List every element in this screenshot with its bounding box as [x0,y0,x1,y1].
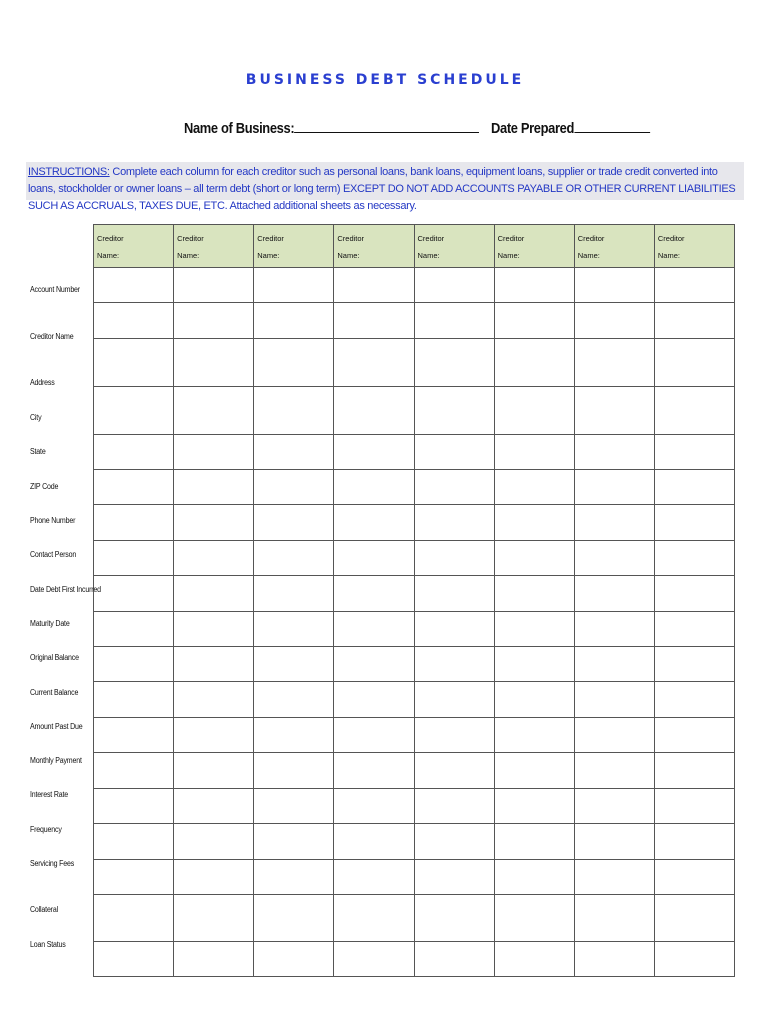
entry-cell[interactable] [94,789,174,824]
entry-cell[interactable] [254,942,334,977]
entry-cell[interactable] [574,753,654,789]
entry-cell[interactable] [174,576,254,612]
entry-cell[interactable] [334,505,414,541]
entry-cell[interactable] [94,753,174,789]
entry-cell[interactable] [494,303,574,339]
entry-cell[interactable] [334,718,414,753]
row-label: Current Balance [30,688,79,697]
creditor-header-cell[interactable] [654,225,734,268]
entry-cell[interactable] [174,789,254,824]
creditor-header-label: Creditor [417,234,445,243]
entry-cell[interactable] [574,895,654,942]
instructions-label: INSTRUCTIONS: [28,166,110,178]
row-label: ZIP Code [30,482,59,491]
entry-cell[interactable] [414,942,494,977]
entry-cell[interactable] [254,541,334,576]
creditor-name-label: Name: [337,251,360,260]
entry-cell[interactable] [174,718,254,753]
table-row [94,682,735,718]
entry-cell[interactable] [414,387,494,435]
entry-cell[interactable] [574,647,654,682]
entry-cell[interactable] [174,682,254,718]
entry-cell[interactable] [654,895,734,942]
entry-cell[interactable] [494,541,574,576]
table-row [94,895,735,942]
entry-cell[interactable] [574,860,654,895]
date-prepared-label: Date Prepared [491,120,575,137]
entry-cell[interactable] [254,753,334,789]
entry-cell[interactable] [94,860,174,895]
creditor-name-label: Name: [577,251,600,260]
entry-cell[interactable] [174,612,254,647]
entry-cell[interactable] [174,268,254,303]
entry-cell[interactable] [334,753,414,789]
creditor-header-label: Creditor [97,234,124,243]
entry-cell[interactable] [94,470,174,505]
table-row [94,718,735,753]
entry-cell[interactable] [254,339,334,387]
creditor-header-cell[interactable] [254,225,334,268]
row-label: Interest Rate [30,790,69,799]
entry-cell[interactable] [334,824,414,860]
business-name-field[interactable] [294,120,479,133]
entry-cell[interactable] [494,824,574,860]
row-label: Frequency [30,825,62,834]
entry-cell[interactable] [414,860,494,895]
row-label: Collateral [30,905,58,914]
entry-cell[interactable] [574,824,654,860]
entry-cell[interactable] [254,303,334,339]
creditor-name-label: Name: [257,251,280,260]
entry-cell[interactable] [334,789,414,824]
entry-cell[interactable] [414,339,494,387]
entry-cell[interactable] [334,647,414,682]
entry-cell[interactable] [574,387,654,435]
entry-cell[interactable] [414,789,494,824]
entry-cell[interactable] [334,682,414,718]
entry-cell[interactable] [174,541,254,576]
entry-cell[interactable] [654,387,734,435]
entry-cell[interactable] [494,718,574,753]
entry-cell[interactable] [494,505,574,541]
entry-cell[interactable] [174,824,254,860]
entry-cell[interactable] [654,682,734,718]
entry-cell[interactable] [494,682,574,718]
creditor-name-label: Name: [97,251,120,260]
table-row [94,505,735,541]
entry-cell[interactable] [174,303,254,339]
entry-cell[interactable] [414,303,494,339]
entry-cell[interactable] [574,303,654,339]
entry-cell[interactable] [254,647,334,682]
entry-cell[interactable] [574,339,654,387]
entry-cell[interactable] [334,612,414,647]
table-row [94,303,735,339]
entry-cell[interactable] [494,339,574,387]
row-label: Account Number [30,285,80,294]
entry-cell[interactable] [574,505,654,541]
entry-cell[interactable] [574,435,654,470]
creditor-header-cell[interactable] [334,225,414,268]
creditor-header-label: Creditor [337,234,365,243]
entry-cell[interactable] [334,576,414,612]
creditor-header-label: Creditor [177,234,204,243]
table-row [94,789,735,824]
entry-cell[interactable] [494,576,574,612]
row-label: Amount Past Due [30,722,83,731]
table-row [94,339,735,387]
table-row [94,470,735,505]
entry-cell[interactable] [414,576,494,612]
entry-cell[interactable] [494,387,574,435]
entry-cell[interactable] [654,789,734,824]
table-row [94,860,735,895]
entry-cell[interactable] [654,612,734,647]
entry-cell[interactable] [414,435,494,470]
entry-cell[interactable] [174,339,254,387]
entry-cell[interactable] [94,268,174,303]
entry-cell[interactable] [334,942,414,977]
entry-cell[interactable] [254,505,334,541]
row-label: City [30,413,42,422]
entry-cell[interactable] [494,470,574,505]
row-label: Contact Person [30,550,77,559]
entry-cell[interactable] [574,682,654,718]
entry-cell[interactable] [494,753,574,789]
entry-cell[interactable] [174,387,254,435]
entry-cell[interactable] [654,541,734,576]
entry-cell[interactable] [414,824,494,860]
entry-cell[interactable] [414,505,494,541]
creditor-header-cell[interactable] [414,225,494,268]
row-label: Phone Number [30,516,76,525]
creditor-header-row [94,225,735,268]
entry-cell[interactable] [174,860,254,895]
table-row [94,612,735,647]
creditor-name-label: Name: [417,251,440,260]
entry-cell[interactable] [94,339,174,387]
entry-cell[interactable] [574,942,654,977]
entry-cell[interactable] [94,541,174,576]
entry-cell[interactable] [254,824,334,860]
row-label: Date Debt First Incurred [30,585,101,594]
creditor-header-cell[interactable] [574,225,654,268]
entry-cell[interactable] [254,576,334,612]
table-row [94,647,735,682]
entry-cell[interactable] [94,682,174,718]
entry-cell[interactable] [654,753,734,789]
entry-cell[interactable] [414,753,494,789]
entry-cell[interactable] [414,647,494,682]
entry-cell[interactable] [254,895,334,942]
entry-cell[interactable] [654,647,734,682]
creditor-name-label: Name: [177,251,200,260]
entry-cell[interactable] [334,541,414,576]
entry-cell[interactable] [94,895,174,942]
entry-cell[interactable] [654,718,734,753]
entry-cell[interactable] [254,682,334,718]
entry-cell[interactable] [574,470,654,505]
entry-cell[interactable] [254,860,334,895]
page-title: BUSINESS DEBT SCHEDULE [245,72,525,88]
row-label: Maturity Date [30,619,70,628]
entry-cell[interactable] [654,505,734,541]
entry-cell[interactable] [494,268,574,303]
row-label: Loan Status [30,940,66,949]
entry-cell[interactable] [94,647,174,682]
entry-cell[interactable] [654,268,734,303]
instructions-box [26,162,744,212]
entry-cell[interactable] [414,682,494,718]
entry-cell[interactable] [654,860,734,895]
entry-cell[interactable] [414,470,494,505]
entry-cell[interactable] [254,612,334,647]
entry-cell[interactable] [174,435,254,470]
table-row [94,753,735,789]
entry-cell[interactable] [574,576,654,612]
entry-cell[interactable] [334,435,414,470]
entry-cell[interactable] [494,647,574,682]
entry-cell[interactable] [334,268,414,303]
creditor-header-label: Creditor [257,234,284,243]
entry-cell[interactable] [414,268,494,303]
entry-cell[interactable] [94,435,174,470]
entry-cell[interactable] [414,612,494,647]
entry-cell[interactable] [94,387,174,435]
row-label: Original Balance [30,653,79,662]
row-label: State [30,447,46,456]
business-info-line [184,120,650,137]
entry-cell[interactable] [94,824,174,860]
entry-cell[interactable] [494,435,574,470]
entry-cell[interactable] [334,387,414,435]
creditor-header-label: Creditor [577,234,605,243]
entry-cell[interactable] [654,303,734,339]
entry-cell[interactable] [254,268,334,303]
entry-cell[interactable] [254,789,334,824]
entry-cell[interactable] [334,339,414,387]
entry-cell[interactable] [414,541,494,576]
entry-cell[interactable] [574,789,654,824]
table-row [94,942,735,977]
entry-cell[interactable] [334,470,414,505]
entry-cell[interactable] [174,470,254,505]
entry-cell[interactable] [94,612,174,647]
business-name-label: Name of Business: [184,120,295,137]
entry-cell[interactable] [334,895,414,942]
entry-cell[interactable] [334,303,414,339]
table-row [94,576,735,612]
entry-cell[interactable] [174,942,254,977]
entry-cell[interactable] [494,612,574,647]
table-row [94,541,735,576]
entry-cell[interactable] [94,505,174,541]
entry-cell[interactable] [174,505,254,541]
entry-cell[interactable] [654,824,734,860]
entry-cell[interactable] [254,470,334,505]
entry-cell[interactable] [574,718,654,753]
creditor-header-cell[interactable] [174,225,254,268]
entry-cell[interactable] [494,789,574,824]
creditor-header-label: Creditor [497,234,525,243]
row-label: Servicing Fees [30,859,75,868]
creditor-name-label: Name: [657,251,680,260]
entry-cell[interactable] [414,895,494,942]
row-label: Creditor Name [30,332,74,341]
entry-cell[interactable] [94,942,174,977]
entry-cell[interactable] [494,895,574,942]
creditor-header-cell[interactable] [94,225,174,268]
entry-cell[interactable] [494,942,574,977]
entry-cell[interactable] [414,718,494,753]
entry-cell[interactable] [574,612,654,647]
table-row [94,435,735,470]
entry-cell[interactable] [574,541,654,576]
creditor-header-cell[interactable] [494,225,574,268]
entry-cell[interactable] [94,303,174,339]
entry-cell[interactable] [654,470,734,505]
entry-cell[interactable] [254,387,334,435]
debt-schedule-table [93,224,735,977]
date-prepared-field[interactable] [574,120,650,133]
row-label: Monthly Payment [30,756,82,765]
row-label: Address [30,378,55,387]
entry-cell[interactable] [174,895,254,942]
entry-cell[interactable] [654,942,734,977]
entry-cell[interactable] [174,647,254,682]
entry-cell[interactable] [654,339,734,387]
entry-cell[interactable] [254,435,334,470]
creditor-name-label: Name: [497,251,520,260]
entry-cell[interactable] [494,860,574,895]
creditor-header-label: Creditor [657,234,685,243]
table-row [94,824,735,860]
entry-cell[interactable] [574,268,654,303]
entry-cell[interactable] [174,753,254,789]
entry-cell[interactable] [254,718,334,753]
entry-cell[interactable] [94,576,174,612]
entry-cell[interactable] [654,435,734,470]
table-row [94,268,735,303]
table-row [94,387,735,435]
entry-cell[interactable] [334,860,414,895]
entry-cell[interactable] [654,576,734,612]
entry-cell[interactable] [94,718,174,753]
instructions-text: Complete each column for each creditor such as personal loans, bank loans, equipment loans, supplier or trade credit converted into loans, stockholder or owner loans – all term debt (short or long term) EXCEPT DO NOT ADD ACCOUNTS PAYABLE OR OTHER CURRENT LIABILITIES SUCH AS ACCRUALS, TAXES DUE, ETC. Attached additional sheets as necessary. [28,166,736,212]
